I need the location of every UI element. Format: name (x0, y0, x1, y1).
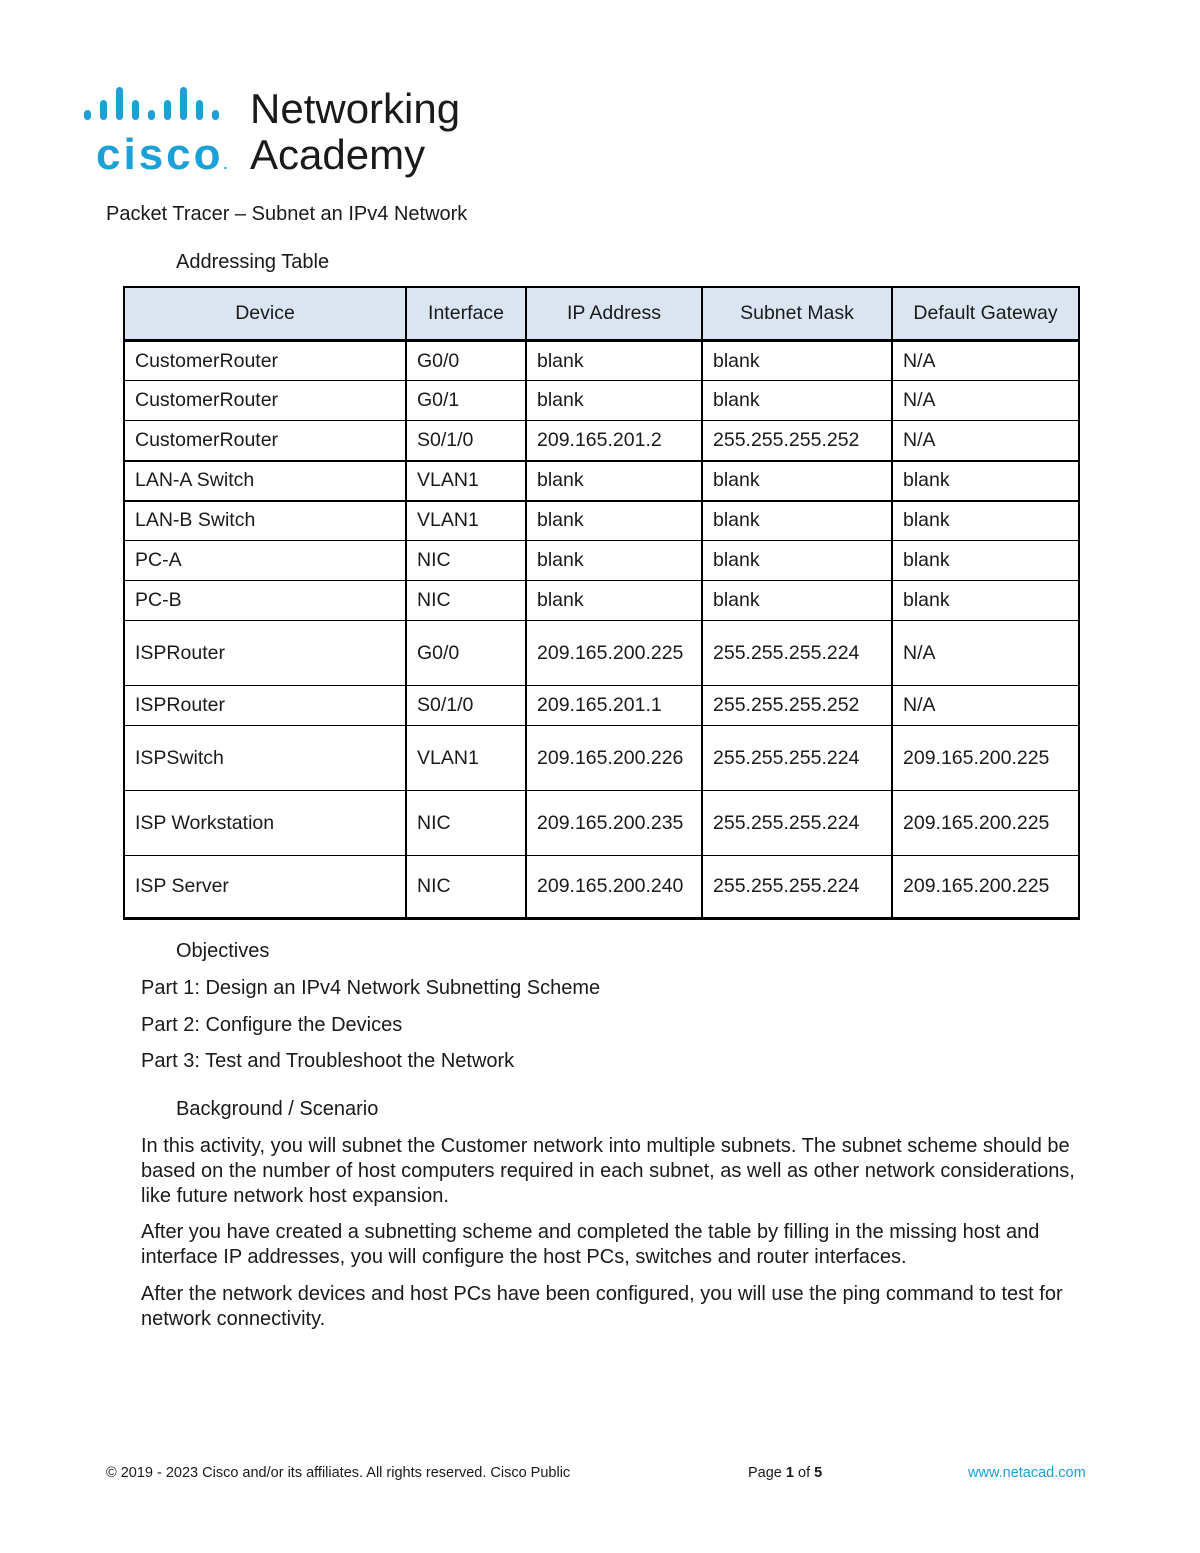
footer-copyright: © 2019 - 2023 Cisco and/or its affiliates. All rights reserved. Cisco Public (106, 1465, 571, 1481)
table-cell: S0/1/0 (406, 421, 526, 461)
table-cell: 209.165.200.225 (892, 726, 1079, 791)
cisco-bars-icon (84, 86, 224, 130)
background-paragraph: After you have created a subnetting scheme and completed the table by filling in the missing host and interface IP addresses, you will configure the host PCs, switches and router interfaces. (141, 1221, 1040, 1268)
page-current: 1 (785, 1465, 794, 1481)
addressing-table-heading: Addressing Table (176, 251, 330, 273)
table-cell: 255.255.255.224 (702, 726, 892, 791)
table-cell: LAN-A Switch (124, 461, 406, 501)
table-cell: NIC (406, 581, 526, 621)
table-cell: 255.255.255.224 (702, 791, 892, 856)
page-of: of (798, 1465, 811, 1481)
table-cell: PC-B (124, 581, 406, 621)
table-cell: blank (526, 381, 702, 421)
table-cell: LAN-B Switch (124, 501, 406, 541)
table-cell: blank (526, 461, 702, 501)
column-header: Device (124, 287, 406, 341)
column-header: Interface (406, 287, 526, 341)
table-cell: ISP Workstation (124, 791, 406, 856)
table-cell: ISPSwitch (124, 726, 406, 791)
table-cell: NIC (406, 856, 526, 919)
table-row (124, 856, 1079, 919)
column-header: IP Address (526, 287, 702, 341)
document-title: Packet Tracer – Subnet an IPv4 Network (106, 203, 468, 225)
cisco-networking-academy-logo (84, 85, 484, 179)
table-cell: NIC (406, 791, 526, 856)
table-cell: 209.165.200.240 (526, 856, 702, 919)
table-cell: 255.255.255.224 (702, 856, 892, 919)
page-label: Page (748, 1465, 782, 1481)
background-heading: Background / Scenario (176, 1098, 379, 1120)
table-cell: blank (526, 341, 702, 381)
table-cell: ISPRouter (124, 621, 406, 686)
table-cell: N/A (892, 381, 1079, 421)
table-cell: CustomerRouter (124, 421, 406, 461)
table-cell: blank (702, 501, 892, 541)
table-cell: blank (702, 341, 892, 381)
table-cell: blank (526, 541, 702, 581)
table-cell: blank (892, 581, 1079, 621)
objective-item: Part 2: Configure the Devices (141, 1014, 403, 1036)
table-cell: 209.165.200.225 (892, 856, 1079, 919)
table-cell: N/A (892, 421, 1079, 461)
table-header-row (124, 287, 1079, 341)
table-cell: PC-A (124, 541, 406, 581)
table-cell: 209.165.201.2 (526, 421, 702, 461)
table-cell: N/A (892, 341, 1079, 381)
column-header: Subnet Mask (702, 287, 892, 341)
column-header: Default Gateway (892, 287, 1079, 341)
table-cell: CustomerRouter (124, 381, 406, 421)
table-cell: G0/1 (406, 381, 526, 421)
background-paragraph: In this activity, you will subnet the Customer network into multiple subnets. The subnet scheme should be based on the number of host computers required in each subnet, as well as other network considerations, like future network host expansion. (141, 1135, 1075, 1207)
table-cell: blank (892, 461, 1079, 501)
objectives-heading: Objectives (176, 940, 270, 962)
table-cell: G0/0 (406, 341, 526, 381)
table-cell: blank (526, 581, 702, 621)
table-cell: ISP Server (124, 856, 406, 919)
table-cell: blank (702, 581, 892, 621)
table-row (124, 381, 1079, 421)
table-cell: blank (702, 381, 892, 421)
table-cell: 209.165.200.225 (892, 791, 1079, 856)
objective-item: Part 3: Test and Troubleshoot the Network (141, 1050, 515, 1072)
objective-item: Part 1: Design an IPv4 Network Subnetting Scheme (141, 977, 601, 999)
footer-page-number (748, 1465, 822, 1481)
footer-website-link[interactable]: www.netacad.com (968, 1465, 1086, 1481)
table-cell: N/A (892, 621, 1079, 686)
table-cell: CustomerRouter (124, 341, 406, 381)
addressing-table (123, 286, 1080, 920)
table-cell: N/A (892, 686, 1079, 726)
table-cell: S0/1/0 (406, 686, 526, 726)
page-total: 5 (814, 1465, 823, 1481)
table-row (124, 501, 1079, 541)
table-cell: VLAN1 (406, 461, 526, 501)
table-row (124, 791, 1079, 856)
table-cell: blank (892, 541, 1079, 581)
table-cell: blank (526, 501, 702, 541)
table-row (124, 541, 1079, 581)
cisco-wordmark: cisco. (96, 130, 228, 179)
background-paragraph: After the network devices and host PCs have been configured, you will use the ping command to test for network connectivity. (141, 1283, 1063, 1330)
table-cell: 209.165.200.235 (526, 791, 702, 856)
table-cell: blank (702, 461, 892, 501)
table-cell: ISPRouter (124, 686, 406, 726)
table-row (124, 421, 1079, 461)
table-row (124, 726, 1079, 791)
table-row (124, 581, 1079, 621)
table-row (124, 686, 1079, 726)
table-cell: 255.255.255.224 (702, 621, 892, 686)
table-cell: blank (702, 541, 892, 581)
table-cell: blank (892, 501, 1079, 541)
table-cell: NIC (406, 541, 526, 581)
table-cell: VLAN1 (406, 501, 526, 541)
table-cell: 255.255.255.252 (702, 421, 892, 461)
table-row (124, 621, 1079, 686)
table-row (124, 341, 1079, 381)
logo-networking-text: Networking (250, 85, 461, 132)
table-cell: 255.255.255.252 (702, 686, 892, 726)
table-cell: 209.165.201.1 (526, 686, 702, 726)
table-row (124, 461, 1079, 501)
table-cell: 209.165.200.226 (526, 726, 702, 791)
logo-academy-text: Academy (250, 131, 426, 178)
table-cell: VLAN1 (406, 726, 526, 791)
table-cell: G0/0 (406, 621, 526, 686)
table-cell: 209.165.200.225 (526, 621, 702, 686)
